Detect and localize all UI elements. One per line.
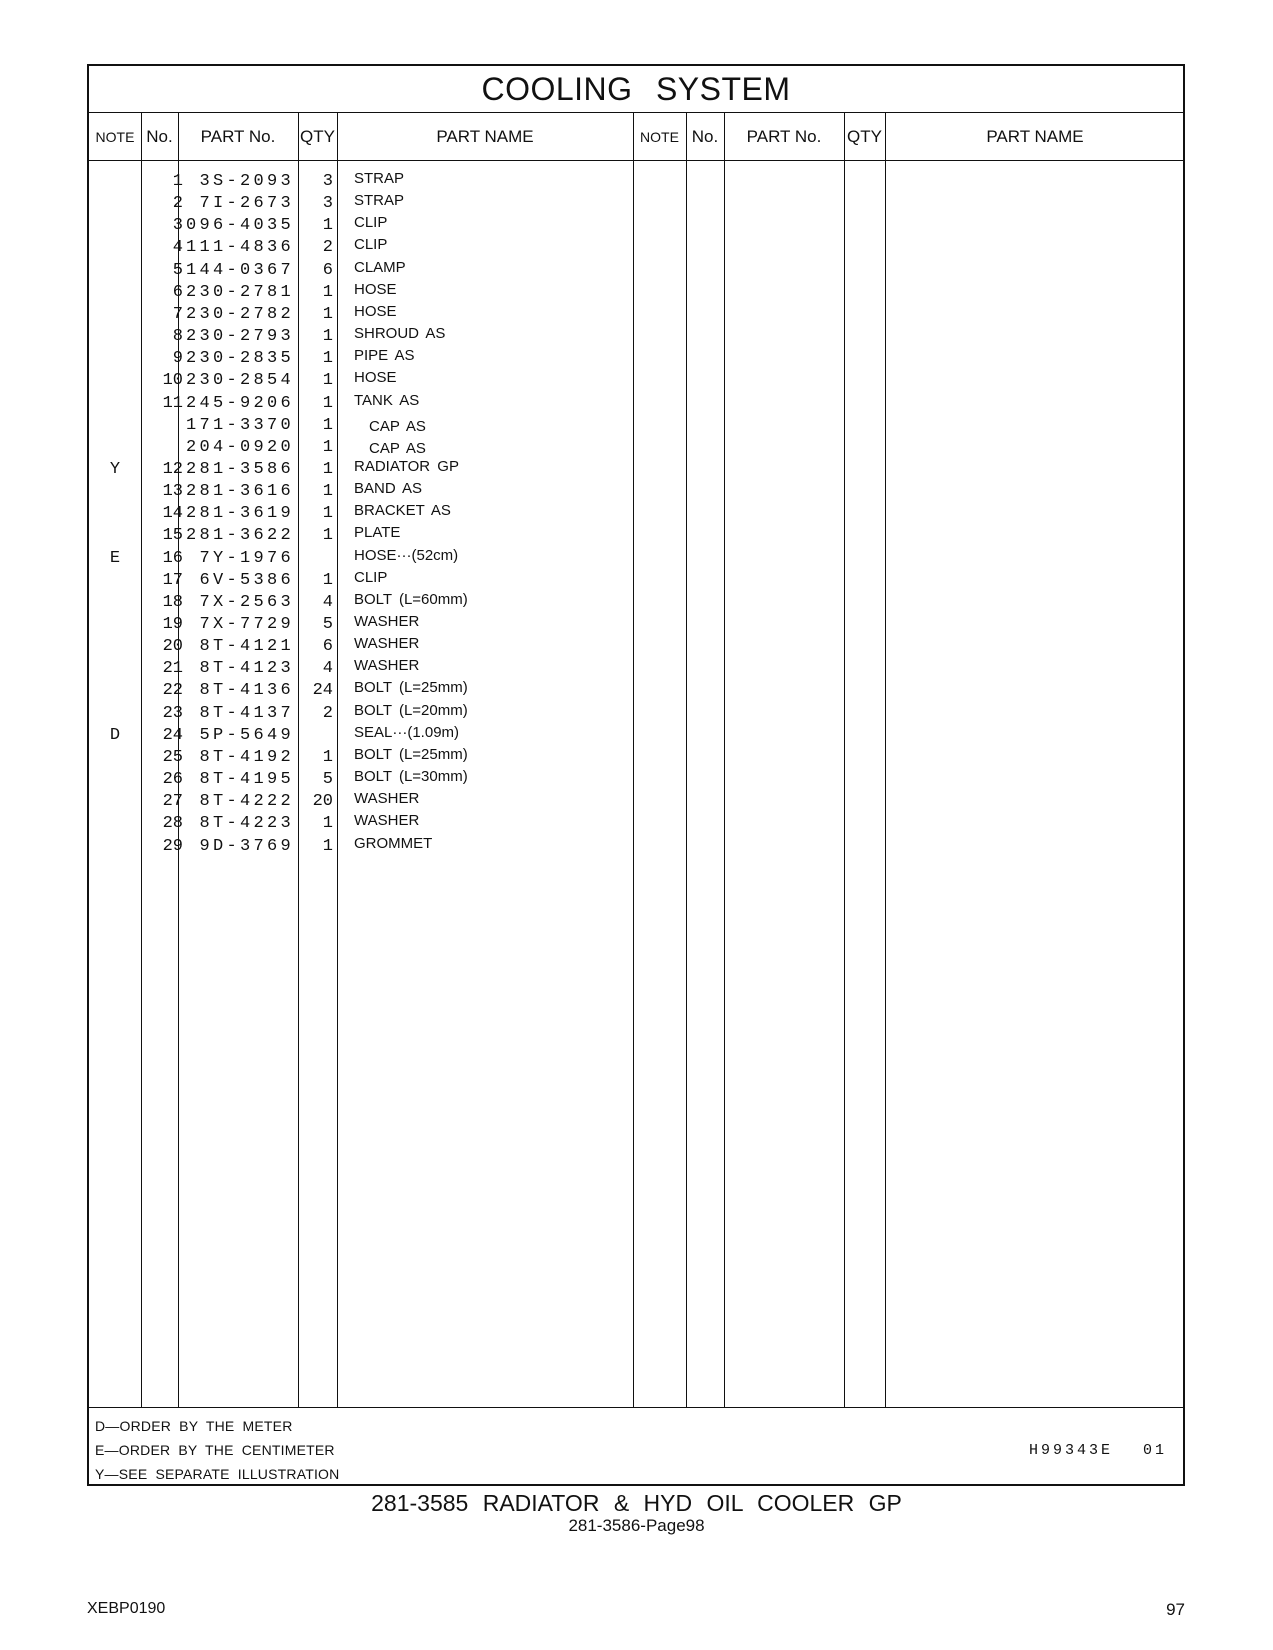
row-note [89, 679, 141, 702]
row-part-number: 8T-4192 [199, 747, 294, 767]
row-number: 9 [172, 349, 183, 369]
row-quantity: 1 [322, 482, 333, 502]
row-part-name: CLAMP [354, 258, 406, 276]
row-part-number: 144-0367 [185, 260, 294, 280]
row-note [89, 480, 141, 503]
header-part-name-left: PART NAME [436, 127, 534, 146]
row-part-number: 230-2854 [185, 371, 294, 391]
row-note [89, 768, 141, 791]
row-part-number: 111-4836 [185, 238, 294, 258]
row-part-number: 8T-4121 [199, 637, 294, 657]
row-part-number: 281-3616 [185, 482, 294, 502]
header-part-no-right: PART No. [746, 127, 822, 146]
row-part-name: WASHER [354, 657, 420, 675]
row-part-name: STRAP [354, 170, 405, 187]
row-part-number: 281-3586 [185, 459, 294, 479]
row-note [89, 259, 141, 282]
row-number: 25 [162, 747, 183, 767]
row-number: 13 [162, 482, 183, 502]
row-note [89, 613, 141, 636]
row-quantity: 1 [322, 504, 333, 524]
row-number: 1 [172, 172, 183, 191]
row-number: 12 [162, 459, 183, 479]
row-quantity: 5 [322, 615, 333, 634]
row-quantity: 4 [322, 592, 333, 612]
row-quantity: 1 [322, 282, 333, 302]
row-part-name: GROMMET [354, 834, 433, 852]
row-quantity: 1 [322, 526, 333, 546]
row-note [89, 436, 141, 459]
footnote-d: D—ORDER BY THE METER [95, 1418, 293, 1434]
row-quantity: 2 [322, 238, 333, 258]
row-note [89, 303, 141, 326]
row-note [89, 569, 141, 592]
row-note [89, 835, 141, 858]
row-number: 7 [172, 304, 183, 324]
row-part-number: 230-2782 [185, 304, 294, 324]
row-note [89, 657, 141, 680]
row-note [89, 746, 141, 769]
row-quantity: 2 [322, 703, 333, 723]
header-divider [89, 160, 1183, 161]
row-note [89, 170, 141, 193]
page-number: 97 [1166, 1600, 1185, 1619]
group-title: 281-3585 RADIATOR & HYD OIL COOLER GP [371, 1490, 902, 1516]
row-part-number: 230-2793 [185, 327, 294, 347]
row-note [89, 192, 141, 215]
row-part-name: BOLT (L=25mm) [354, 745, 468, 763]
row-part-name: WASHER [354, 790, 420, 808]
row-quantity: 1 [322, 747, 333, 767]
row-part-name: BAND AS [354, 480, 423, 498]
row-part-number: 9D-3769 [199, 836, 294, 856]
row-note: E [109, 548, 121, 568]
row-quantity [297, 724, 333, 747]
row-quantity: 6 [322, 637, 333, 657]
row-number: 29 [162, 836, 183, 856]
row-part-number: 5P-5649 [199, 725, 294, 745]
table-row [89, 414, 1183, 437]
row-number: 19 [162, 615, 183, 634]
row-note [89, 281, 141, 304]
row-number: 17 [162, 570, 183, 590]
row-note [89, 502, 141, 525]
row-number: 8 [172, 327, 183, 347]
row-part-name: BRACKET AS [354, 502, 451, 520]
row-number: 22 [162, 681, 183, 701]
row-note: Y [109, 459, 121, 479]
row-part-number: 230-2835 [185, 349, 294, 369]
row-part-name: CLIP [354, 236, 388, 254]
row-part-number: 7I-2673 [199, 194, 294, 214]
row-part-number: 281-3619 [185, 504, 294, 524]
row-part-name: TANK AS [354, 391, 420, 409]
row-part-number: 204-0920 [185, 437, 294, 457]
row-part-number: 7X-7729 [199, 615, 294, 634]
group-subtitle: 281-3586-Page98 [568, 1516, 705, 1535]
row-number: 5 [172, 260, 183, 280]
row-part-name: HOSE [354, 302, 397, 320]
row-number [141, 436, 183, 459]
row-quantity: 20 [312, 792, 333, 812]
row-quantity: 1 [322, 393, 333, 413]
row-number: 4 [172, 238, 183, 258]
row-quantity: 1 [322, 304, 333, 324]
row-part-number: 8T-4195 [199, 770, 294, 790]
row-part-name: CLIP [354, 568, 388, 586]
row-part-number: 096-4035 [185, 216, 294, 236]
row-note [89, 325, 141, 348]
row-quantity: 1 [322, 437, 333, 457]
row-number: 21 [162, 659, 183, 679]
row-part-name: CAP AS [369, 417, 426, 435]
row-number: 27 [162, 792, 183, 812]
row-part-number: 7Y-1976 [199, 548, 294, 568]
row-part-number: 8T-4222 [199, 792, 294, 812]
row-number: 6 [172, 282, 183, 302]
row-quantity: 24 [312, 681, 333, 701]
row-part-number: 8T-4123 [199, 659, 294, 679]
illustration-code: H99343E 01 [1028, 1442, 1167, 1459]
row-number: 15 [162, 526, 183, 546]
header-note-right: NOTE [640, 129, 679, 145]
row-part-name: HOSE···(52cm) [354, 546, 459, 564]
page-title: COOLING SYSTEM [89, 66, 1183, 113]
table-row [89, 392, 1183, 415]
header-note-left: NOTE [95, 129, 135, 145]
row-part-number: 230-2781 [185, 282, 294, 302]
row-number: 16 [162, 548, 183, 568]
row-part-name: SHROUD AS [354, 325, 446, 343]
row-number: 3 [172, 216, 183, 236]
row-note [89, 414, 141, 437]
row-part-name: PLATE [354, 524, 401, 542]
footer-divider [89, 1407, 1183, 1408]
row-number: 18 [162, 592, 183, 612]
row-note [89, 702, 141, 725]
row-number: 20 [162, 637, 183, 657]
row-part-number: 8T-4223 [199, 814, 294, 834]
row-part-number: 7X-2563 [199, 592, 294, 612]
header-no-right: No. [691, 127, 719, 146]
header-qty-left: QTY [300, 127, 335, 146]
parts-table-frame [87, 64, 1185, 1486]
row-quantity: 3 [322, 172, 333, 191]
row-number: 11 [162, 393, 183, 413]
footnote-y: Y—SEE SEPARATE ILLUSTRATION [95, 1466, 340, 1482]
row-quantity: 4 [322, 659, 333, 679]
row-quantity [297, 547, 333, 570]
header-qty-right: QTY [847, 127, 882, 146]
row-part-name: BOLT (L=25mm) [354, 679, 468, 697]
row-quantity: 1 [322, 216, 333, 236]
row-part-name: BOLT (L=20mm) [354, 701, 468, 719]
row-part-name: CLIP [354, 214, 388, 232]
row-part-name: CAP AS [369, 439, 426, 457]
row-quantity: 1 [322, 836, 333, 856]
row-quantity: 3 [322, 194, 333, 214]
row-quantity: 5 [322, 770, 333, 790]
row-part-name: HOSE [354, 369, 397, 387]
row-part-name: WASHER [354, 812, 420, 830]
row-note [89, 635, 141, 658]
row-note [89, 392, 141, 415]
row-number: 10 [162, 371, 183, 391]
row-quantity: 1 [322, 349, 333, 369]
row-note [89, 214, 141, 237]
table-row [89, 835, 1183, 858]
row-part-name: STRAP [354, 192, 405, 210]
row-note [89, 347, 141, 370]
row-note: D [109, 725, 121, 745]
header-part-no-left: PART No. [200, 127, 276, 146]
row-part-number: 6V-5386 [199, 570, 294, 590]
row-quantity: 1 [322, 371, 333, 391]
header-no-left: No. [146, 127, 173, 146]
row-part-number: 245-9206 [185, 393, 294, 413]
row-note [89, 790, 141, 813]
row-part-name: SEAL···(1.09m) [354, 723, 460, 741]
row-quantity: 1 [322, 415, 333, 435]
row-part-name: BOLT (L=30mm) [354, 768, 468, 786]
row-number: 14 [162, 504, 183, 524]
document-id: XEBP0190 [87, 1600, 166, 1617]
row-part-number: 281-3622 [185, 526, 294, 546]
footnote-e: E—ORDER BY THE CENTIMETER [95, 1442, 335, 1458]
row-part-name: PIPE AS [354, 347, 415, 365]
row-quantity: 1 [322, 327, 333, 347]
row-part-number: 8T-4136 [199, 681, 294, 701]
row-number: 28 [162, 814, 183, 834]
row-quantity: 1 [322, 459, 333, 479]
header-part-name-right: PART NAME [986, 127, 1084, 146]
row-note [89, 812, 141, 835]
row-quantity: 1 [322, 570, 333, 590]
row-note [89, 524, 141, 547]
row-part-name: WASHER [354, 635, 420, 653]
row-quantity: 6 [322, 260, 333, 280]
row-note [89, 369, 141, 392]
row-number: 2 [172, 194, 183, 214]
row-number [141, 414, 183, 437]
row-number: 26 [162, 770, 183, 790]
row-part-number: 3S-2093 [199, 172, 294, 191]
row-note [89, 591, 141, 614]
row-quantity: 1 [322, 814, 333, 834]
row-part-name: WASHER [354, 613, 420, 630]
row-part-number: 8T-4137 [199, 703, 294, 723]
row-part-number: 171-3370 [185, 415, 294, 435]
row-note [89, 236, 141, 259]
row-number: 24 [162, 725, 183, 745]
row-part-name: BOLT (L=60mm) [354, 590, 468, 608]
row-part-name: HOSE [354, 280, 397, 298]
row-part-name: RADIATOR GP [354, 457, 459, 475]
row-number: 23 [162, 703, 183, 723]
